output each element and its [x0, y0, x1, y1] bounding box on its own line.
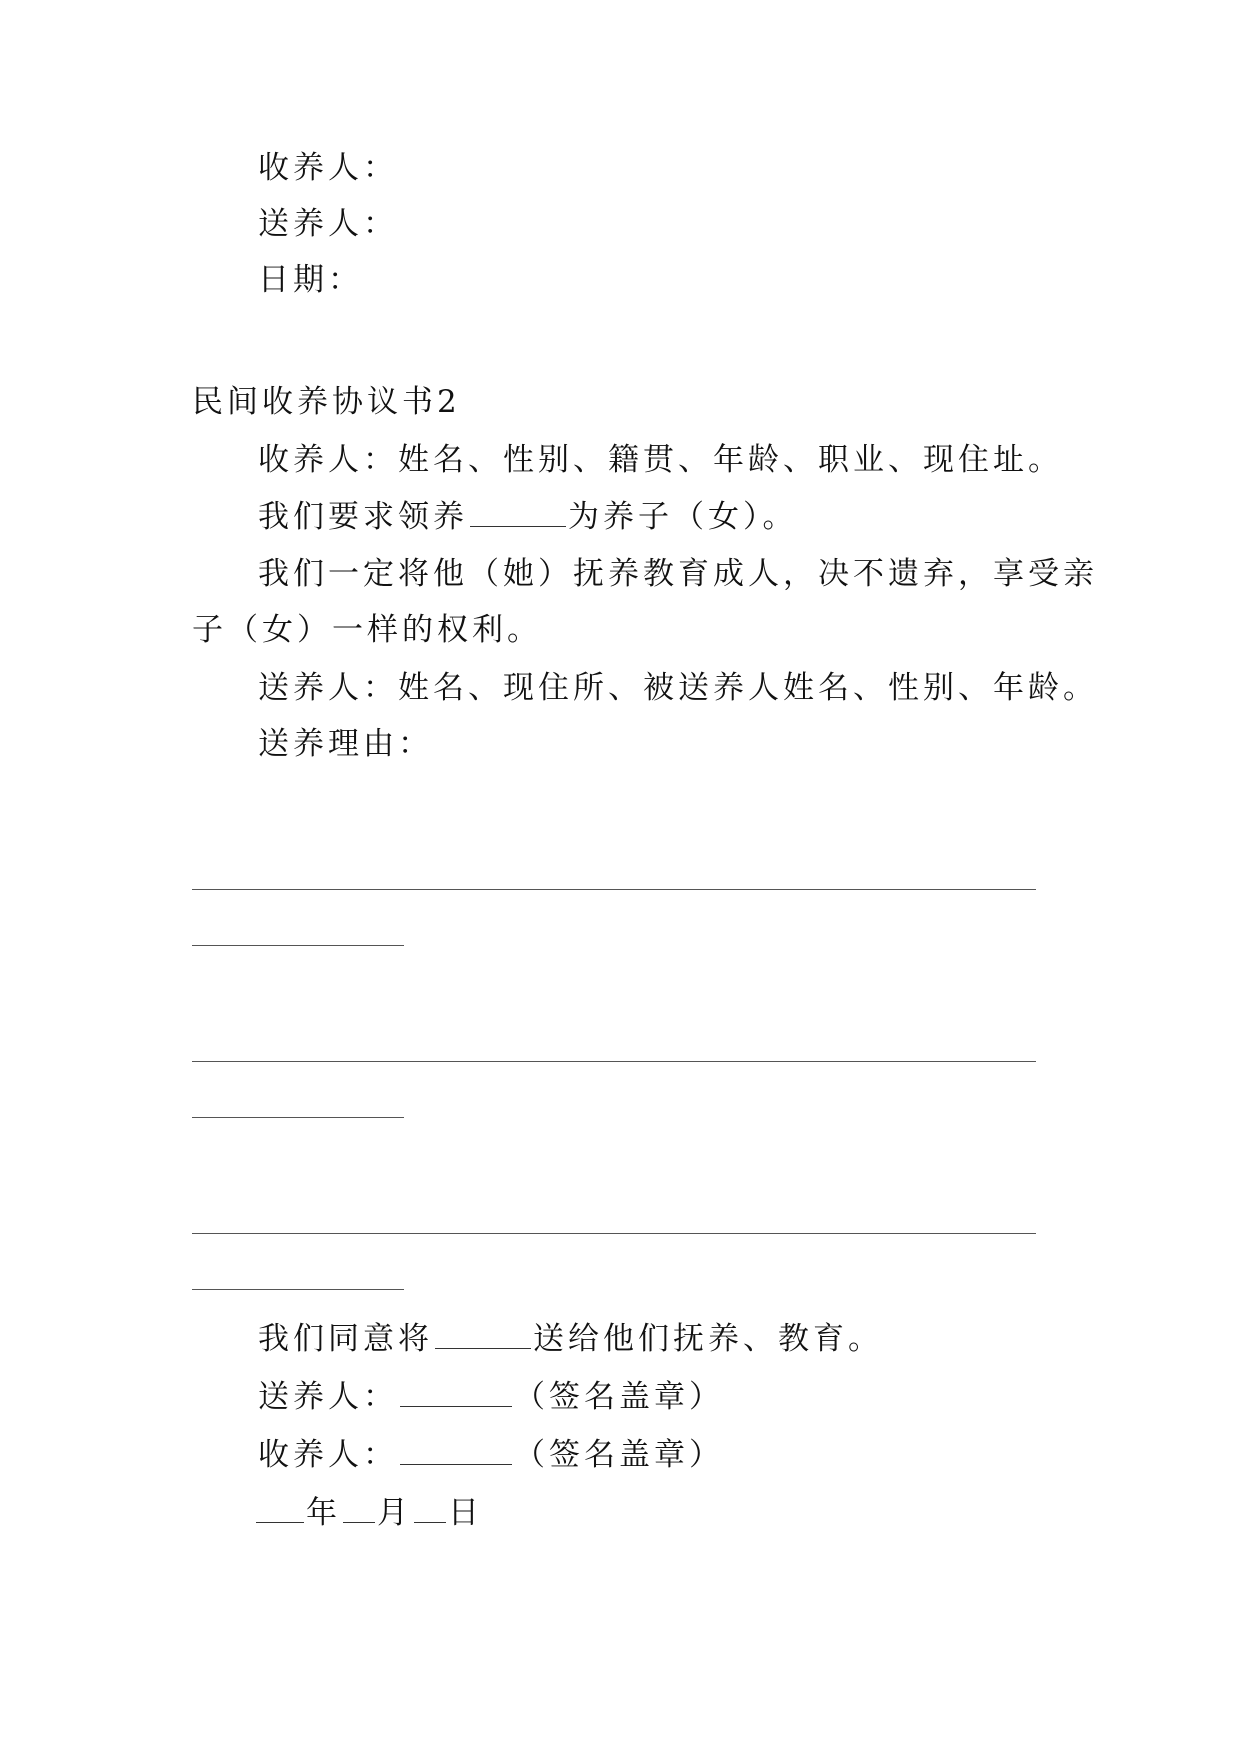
reason-rule-5: [192, 1233, 1036, 1234]
reason-label: 送养理由：: [258, 726, 433, 762]
giver-info: 送养人：姓名、现住所、被送养人姓名、性别、年龄。: [258, 670, 1098, 706]
consent-name-blank: [435, 1318, 531, 1349]
adopter-signature-blank: [400, 1434, 512, 1465]
month-label: 月: [377, 1495, 412, 1531]
adopter-sign-label: 收养人：: [258, 1437, 398, 1473]
adopter-label: 收养人：: [258, 150, 398, 186]
adoptee-name-blank: [470, 496, 566, 527]
agreement-title: 民间收养协议书2: [192, 384, 461, 420]
giver-signature-blank: [400, 1376, 512, 1407]
pledge-line-1: 我们一定将他（她）抚养教育成人，决不遗弃，享受亲: [258, 556, 1098, 592]
day-blank: [414, 1492, 446, 1523]
giver-signature-line: [258, 1376, 724, 1417]
adopter-sign-note: （签名盖章）: [514, 1437, 724, 1473]
year-label: 年: [306, 1495, 341, 1531]
consent-statement: [258, 1318, 883, 1359]
adoption-request-suffix: 为养子（女）。: [568, 499, 798, 535]
consent-prefix: 我们同意将: [258, 1321, 433, 1357]
reason-rule-3: [192, 1061, 1036, 1062]
adopter-signature-line: [258, 1434, 724, 1475]
pledge-line-2: 子（女）一样的权利。: [192, 612, 542, 648]
giver-sign-label: 送养人：: [258, 1379, 398, 1415]
giver-sign-note: （签名盖章）: [514, 1379, 724, 1415]
reason-rule-2: [192, 945, 404, 946]
adopter-info: 收养人：姓名、性别、籍贯、年龄、职业、现住址。: [258, 442, 1063, 478]
consent-suffix: 送给他们抚养、教育。: [533, 1321, 883, 1357]
month-blank: [343, 1492, 375, 1523]
day-label: 日: [448, 1495, 483, 1531]
giver-label: 送养人：: [258, 206, 398, 242]
reason-rule-6: [192, 1289, 404, 1290]
adoption-request-prefix: 我们要求领养: [258, 499, 468, 535]
date-line: [254, 1492, 483, 1533]
reason-rule-4: [192, 1117, 404, 1118]
adoption-request: [258, 496, 798, 537]
reason-rule-1: [192, 889, 1036, 890]
year-blank: [256, 1492, 304, 1523]
date-label: 日期：: [258, 262, 363, 298]
